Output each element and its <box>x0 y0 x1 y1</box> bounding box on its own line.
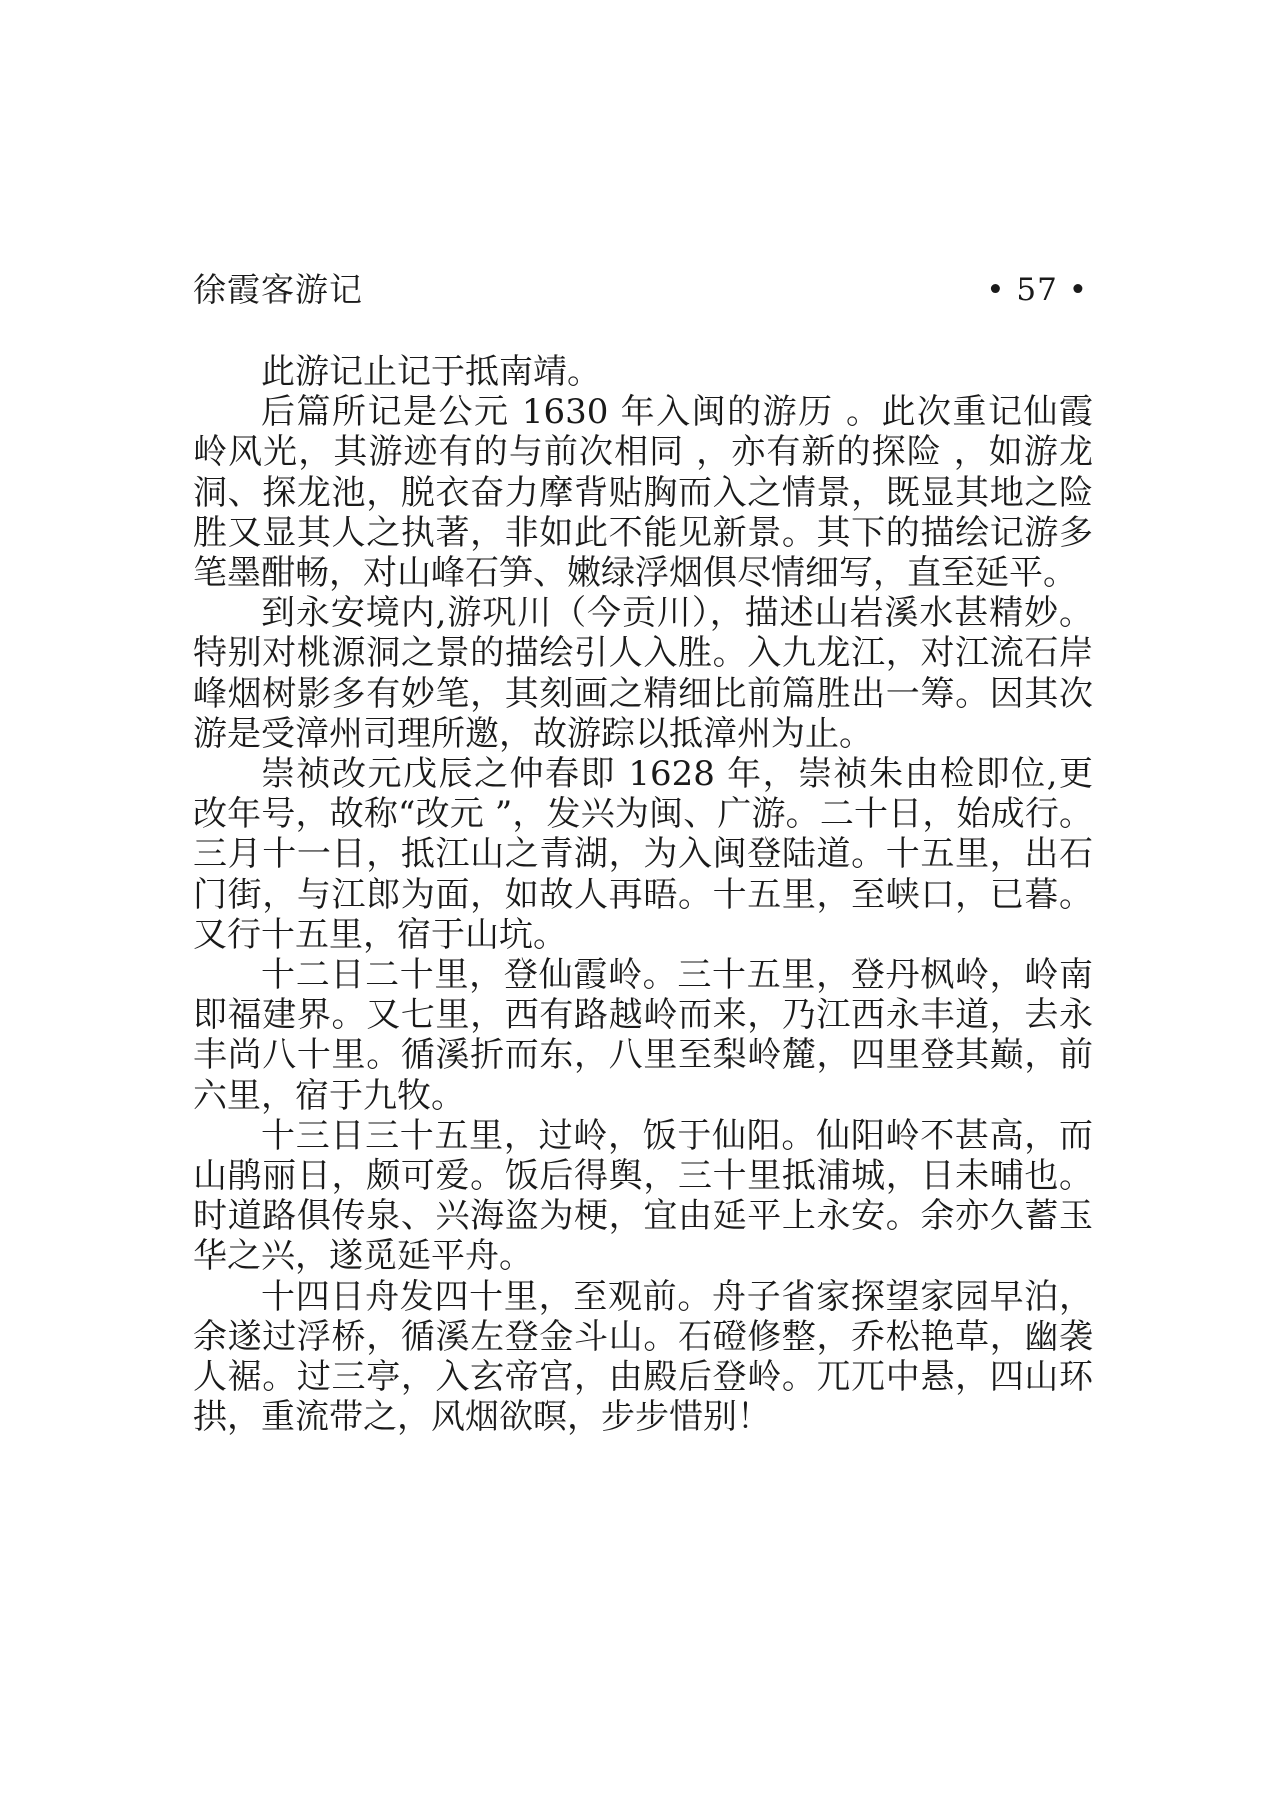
page-number: • 57 • <box>986 272 1088 308</box>
paragraph: 十二日二十里，登仙霞岭。三十五里，登丹枫岭，岭南即福建界。又七里，西有路越岭而来，乃江西永丰道，去永丰尚八十里。循溪折而东，八里至梨岭麓，四里登其巅，前六里，宿于九牧。 <box>193 955 1093 1116</box>
paragraph: 后篇所记是公元 1630 年入闽的游历 。此次重记仙霞岭风光，其游迹有的与前次相同 ，亦有新的探险 ，如游龙洞、探龙池，脱衣奋力摩背贴胸而入之情景，既显其地之险胜又显其人之执著，非如此不能见新景。其下的描绘记游多笔墨酣畅，对山峰石笋、嫩绿浮烟俱尽情细写，直至延平。 <box>193 392 1093 594</box>
paragraph: 到永安境内,游巩川（今贡川），描述山岩溪水甚精妙。特别对桃源洞之景的描绘引人入胜。入九龙江，对江流石岸峰烟树影多有妙笔，其刻画之精细比前篇胜出一筹。因其次游是受漳州司理所邀，故游踪以抵漳州为止。 <box>193 593 1093 754</box>
running-header <box>193 270 1088 310</box>
paragraph: 十三日三十五里，过岭，饭于仙阳。仙阳岭不甚高，而山鹃丽日，颇可爱。饭后得舆，三十里抵浦城，日未晡也。时道路俱传泉、兴海盗为梗，宜由延平上永安。余亦久蓄玉华之兴，遂觅延平舟。 <box>193 1115 1093 1277</box>
paragraph: 此游记止记于抵南靖。 <box>261 352 601 392</box>
paragraph: 崇祯改元戊辰之仲春即 1628 年，崇祯朱由检即位,更改年号，故称“改元 ”，发兴为闽、广游。二十日，始成行。三月十一日，抵江山之青湖，为入闽登陆道。十五里，出石门街，与江郎为面，如故人再晤。十五里，至峡口，已暮。又行十五里，宿于山坑。 <box>193 754 1093 955</box>
body-text <box>193 352 1093 1437</box>
paragraph: 十四日舟发四十里，至观前。舟子省家探望家园早泊，余遂过浮桥，循溪左登金斗山。石磴修整，乔松艳草，幽袭人裾。过三亭，入玄帝宫，由殿后登岭。兀兀中悬，四山环拱，重流带之，风烟欲暝，步步惜别！ <box>193 1276 1093 1438</box>
book-title: 徐霞客游记 <box>193 270 363 309</box>
